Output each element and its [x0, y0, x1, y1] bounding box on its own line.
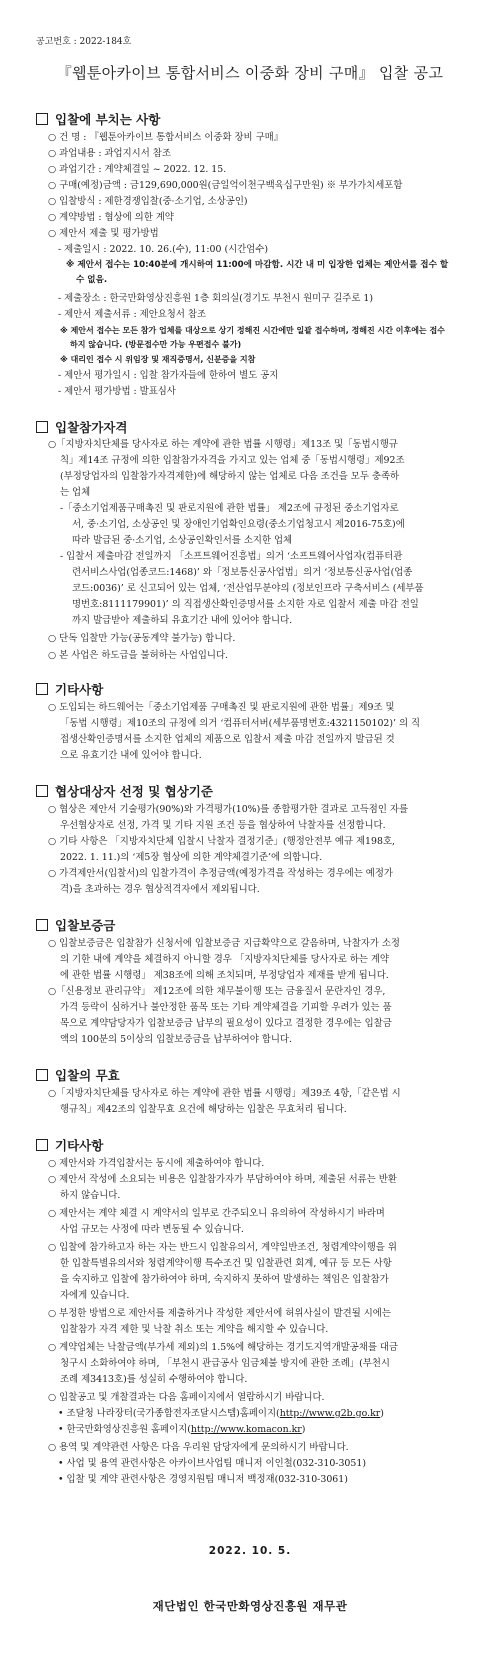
- text-line: ○ 구매(예정)금액 : 금129,690,000원(금일억이천구백육십구만원) ※ 부가가치세포함: [48, 180, 403, 191]
- text-line: 하지 않습니다.: [60, 1190, 121, 1201]
- g2b-link[interactable]: http://www.g2b.go.kr: [279, 1408, 381, 1419]
- text-line: ○「지방자치단체를 당사자로 하는 계약에 관한 법률 시행령」제39조 4항,「같은법 시: [48, 1088, 401, 1099]
- text-line: 액의 100분의 5이상의 입찰보증금을 납부하여야 합니다.: [60, 1034, 292, 1045]
- text-line: ○ 부정한 방법으로 제안서를 제출하거나 작성한 제안서에 허위사실이 발견될 시에는: [48, 1308, 391, 1319]
- text-line: 사업 규모는 사정에 따라 변동될 수 있습니다.: [60, 1224, 244, 1235]
- text-line: ○「신용정보 관리규약」 제12조에 의한 채무불이행 또는 금융질서 문란자인 경우,: [48, 986, 386, 997]
- text-line: 서, 중·소기업, 소상공인 및 장애인기업확인요령(중소기업청고시 제2016-75호)에: [72, 519, 405, 530]
- text-line: ○ 입찰방식 : 제한경쟁입찰(중·소기업, 소상공인): [48, 196, 248, 207]
- square-bullet-icon: [36, 421, 48, 433]
- notice-number: 공고번호 : 2022-184호: [36, 37, 132, 47]
- text-line: 목으로 계약담당자가 입찰보증금 납부의 필요성이 있다고 결정한 경우에는 입찰금: [60, 1018, 392, 1029]
- issuer-name: 재단법인 한국만화영상진흥원 재무관: [152, 1599, 348, 1613]
- note-line: ※ 대리인 접수 시 위임장 및 재직증명서, 신분증을 지참: [60, 355, 256, 364]
- text-line: 으로 유효기간 내에 있어야 합니다.: [60, 750, 202, 761]
- section-heading-qualification: 입찰참가자격: [36, 418, 127, 436]
- text-line: 을 숙지하고 입찰에 참가하여야 하며, 숙지하지 못하여 발생하는 책임은 입찰참가: [60, 1274, 389, 1285]
- text-line: ○ 제안서 제출 및 평가방법: [48, 228, 159, 239]
- note-line: ※ 제안서 접수는 모든 참가 업체를 대상으로 상기 정해진 시간에만 일괄 접수하며, 정해진 시간 이후에는 접수: [60, 326, 445, 335]
- text-line: 칙」제14조 규정에 의한 입찰참가자격을 가지고 있는 업체 중「동법시행령」제92조: [60, 455, 405, 466]
- text-line: 는 업체: [60, 487, 91, 498]
- text-line: 명번호:8111179901)’ 의 직접생산확인증명서를 소지한 자로 입찰서 제출 마감 전일: [72, 599, 419, 610]
- text-line: 「동법 시행령」제10조의 규정에 의거 ‘컴퓨터서버(세부품명번호:4321150102)’ 의 직: [60, 718, 421, 729]
- text-line: 자에게 있습니다.: [60, 1290, 130, 1301]
- square-bullet-icon: [36, 683, 48, 695]
- square-bullet-icon: [36, 785, 48, 797]
- text-line: 2022. 1. 11.)의 ‘제5장 협상에 의한 계약체결기준’에 의합니다.: [60, 852, 323, 863]
- text-line: 청구시 소화하여야 하며, 「부천시 관급공사 임금체불 방지에 관한 조례」(부천시: [60, 1358, 390, 1369]
- text-line: ○ 가격제안서(입찰서)의 입찰가격이 추정금액(예정가격을 작성하는 경우에는 예정가: [48, 868, 393, 879]
- text-line: 한 입찰특별유의서와 청렴계약이행 특수조건 및 입찰관련 회계, 예규 등 모든 사항: [60, 1258, 392, 1269]
- text-line: 우선협상자로 선정, 가격 및 기타 지원 조건 등을 협상하여 낙찰자를 선정합니다.: [60, 820, 386, 831]
- section-heading-misc-1: 기타사항: [36, 680, 103, 698]
- notice-date: 2022. 10. 5.: [208, 1545, 292, 1557]
- note-line: 하지 않습니다. (방문접수만 가능 우편접수 불가): [70, 340, 242, 349]
- text-line: 에 관한 법률 시행령」 제38조에 의해 조치되며, 부정당업자 제재를 받게 됩니다.: [60, 970, 389, 981]
- text-line: ○ 건 명 : 『웹툰아카이브 통합서비스 이중화 장비 구매』: [48, 132, 284, 143]
- text-line: - 제출일시 : 2022. 10. 26.(수), 11:00 (시간엄수): [58, 244, 268, 255]
- text-line: (부정당업자의 입찰참가자격제한)에 해당하지 않는 업체로 다음 조건을 모두 충족하: [60, 471, 400, 482]
- text-line: - 제안서 평가일시 : 입찰 참가자들에 한하여 별도 공지: [58, 370, 279, 381]
- text-line: - 제안서 제출서류 : 제안요청서 참조: [58, 309, 207, 320]
- text-line: ○ 도입되는 하드웨어는「중소기업제품 구매촉진 및 판로지원에 관한 법률」제9조 및: [48, 702, 395, 713]
- square-bullet-icon: [36, 113, 48, 125]
- section-heading-negotiation: 협상대상자 선정 및 협상기준: [36, 782, 213, 800]
- text-line: 입찰참가 자격 제한 및 낙찰 취소 또는 계약을 해지할 수 있습니다.: [60, 1324, 329, 1335]
- text-line: 접생산확인증명서를 소지한 업체의 제품으로 입찰서 제출 마감 전일까지 발급된 것: [60, 734, 395, 745]
- text-line: ○ 협상은 제안서 기술평가(90%)와 가격평가(10%)를 종합평가한 결과로 고득점인 자를: [48, 804, 409, 815]
- text-line: ○ 계약방법 : 협상에 의한 계약: [48, 212, 174, 223]
- text-line: 코드:0036)’ 로 신고되어 있는 업체, ‘전산업무분야의 (정보인프라 구축서비스 (세부품: [72, 583, 424, 594]
- text-line: 조례 제3413호)를 성실히 수행하여야 합니다.: [60, 1374, 248, 1385]
- text-line: ○ 입찰에 참가하고자 하는 자는 반드시 입찰유의서, 계약일반조건, 청렴계약이행을 위: [48, 1242, 397, 1253]
- text-line: 련서비스사업(업종코드:1468)’ 와「정보통신공사업법」의거 ‘정보통신공사업(업종: [72, 567, 413, 578]
- text-line: ○「지방자치단체를 당사자로 하는 계약에 관한 법률 시행령」제13조 및「동법시행규: [48, 439, 398, 450]
- square-bullet-icon: [36, 919, 48, 931]
- text-line: ○ 제안서와 가격입찰서는 동시에 제출하여야 합니다.: [48, 1158, 265, 1169]
- text-line: 까지 발급받아 제출하되 유효기간 내에 있어야 합니다.: [72, 615, 293, 626]
- text-line: ○ 제안서는 계약 체결 시 계약서의 일부로 간주되오니 유의하여 작성하시기 바라며: [48, 1208, 385, 1219]
- text-line: ○ 제안서 작성에 소요되는 비용은 입찰참가자가 부담하여야 하며, 제출된 서류는 반환: [48, 1174, 397, 1185]
- square-bullet-icon: [36, 1069, 48, 1081]
- text-line: - 입찰서 제출마감 전일까지 「소프트웨어진흥법」의거 ‘소프트웨어사업자(컴퓨터관: [60, 551, 403, 562]
- text-line: 따라 발급된 중·소기업, 소상공인확인서를 소지한 업체: [72, 535, 293, 546]
- text-line: ○ 단독 입찰만 가능(공동계약 불가능) 합니다.: [48, 633, 236, 644]
- note-line: 수 없음.: [76, 275, 108, 285]
- text-line: 행규칙」제42조의 입찰무효 요건에 해당하는 입찰은 무효처리 됩니다.: [60, 1104, 347, 1115]
- text-line: • 사업 및 용역 관련사항은 아카이브사업팀 매니저 이인철(032-310-3051): [58, 1458, 366, 1469]
- text-line: 의 기한 내에 계약을 체결하지 아니할 경우 「지방자치단체를 당사자로 하는 계약: [60, 954, 389, 965]
- section-heading-bid-bond: 입찰보증금: [36, 916, 115, 934]
- text-line: ○ 과업내용 : 과업지시서 참조: [48, 148, 171, 159]
- text-line: ○ 입찰공고 및 개찰결과는 다음 홈페이지에서 열람하시기 바랍니다.: [48, 1392, 325, 1403]
- text-line: ○ 입찰보증금은 입찰참가 신청서에 입찰보증금 지급확약으로 갈음하며, 낙찰자가 소정: [48, 938, 400, 949]
- text-line: - 제출장소 : 한국만화영상진흥원 1층 회의실(경기도 부천시 원미구 길주로 1): [58, 293, 374, 304]
- text-line: • 한국만화영상진흥원 홈페이지(http://www.komacon.kr): [58, 1424, 306, 1435]
- text-line: - 제안서 평가방법 : 발표심사: [58, 386, 176, 397]
- text-line: • 조달청 나라장터(국가종합전자조달시스템)홈페이지(http://www.g2b.go.kr): [58, 1408, 384, 1419]
- text-line: ○ 본 사업은 하도급을 불허하는 사업입니다.: [48, 650, 229, 661]
- text-line: ○ 과업기간 : 계약체결일 ~ 2022. 12. 15.: [48, 164, 227, 175]
- page-title: 『웹툰아카이브 통합서비스 이중화 장비 구매』 입찰 공고: [56, 64, 444, 82]
- text-line: -「중소기업제품구매촉진 및 판로지원에 관한 법률」 제2조에 규정된 중소기업자로: [60, 503, 399, 514]
- text-line: ○ 계약업체는 낙찰금액(부가세 제외)의 1.5%에 해당하는 경기도지역개발공채를 대금: [48, 1342, 398, 1353]
- text-line: 격)을 초과하는 경우 협상적격자에서 제외됩니다.: [60, 884, 260, 895]
- komacon-link[interactable]: http://www.komacon.kr: [190, 1424, 302, 1435]
- text-line: ○ 기타 사항은 「지방자치단체 입찰시 낙찰자 결정기준」(행정안전부 예규 제198호,: [48, 836, 395, 847]
- note-line: ※ 제안서 접수는 10:40분에 개시하여 11:00에 마감함. 시간 내 미 입장한 업체는 제안서를 접수 할: [66, 260, 449, 270]
- text-line: • 입찰 및 계약 관련사항은 경영지원팀 매니저 백정재(032-310-3061): [58, 1474, 348, 1485]
- section-heading-bid-items: 입찰에 부치는 사항: [36, 110, 160, 128]
- square-bullet-icon: [36, 1139, 48, 1151]
- section-heading-invalid-bid: 입찰의 무효: [36, 1066, 120, 1084]
- section-heading-misc-2: 기타사항: [36, 1136, 103, 1154]
- text-line: ○ 용역 및 계약관련 사항은 다음 우리원 담당자에게 문의하시기 바랍니다.: [48, 1442, 349, 1453]
- text-line: 가격 등락이 심하거나 불안정한 품목 또는 기타 계약체결을 기피할 우려가 있는 품: [60, 1002, 392, 1013]
